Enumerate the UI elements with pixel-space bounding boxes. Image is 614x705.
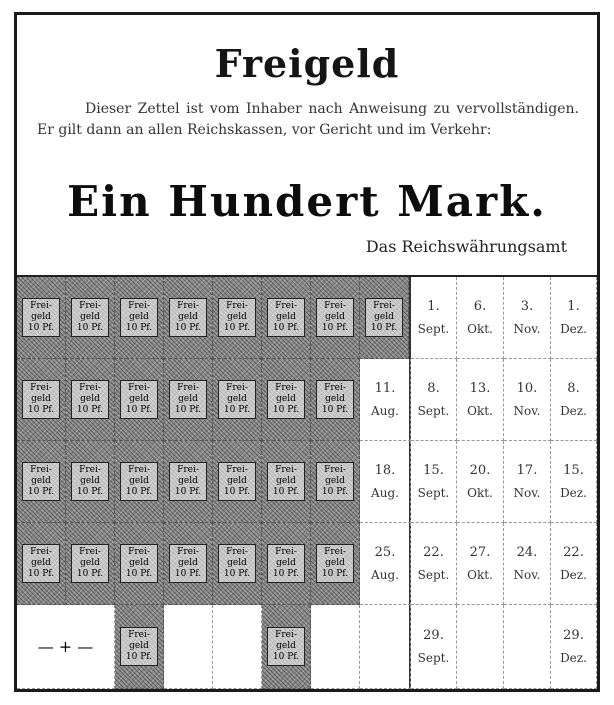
- stamp-label: Frei- geld 10 Pf.: [218, 544, 256, 583]
- stamp-cell: [17, 523, 66, 605]
- date-day: 8.: [427, 380, 440, 396]
- stamp-label: Frei- geld 10 Pf.: [267, 627, 305, 666]
- stamp-cell: [115, 441, 164, 523]
- date-cell: [457, 277, 504, 359]
- stamp-cell: [66, 441, 115, 523]
- date-month: Sept.: [417, 567, 450, 582]
- date-day: 27.: [469, 544, 491, 560]
- stamp-cell: [164, 359, 213, 441]
- date-month: Okt.: [467, 321, 493, 336]
- stamp-cell: [115, 277, 164, 359]
- note-amount: Ein Hundert Mark.: [67, 177, 547, 226]
- empty-cell: [164, 605, 213, 689]
- empty-cell: [360, 605, 411, 689]
- stamp-cell: [66, 359, 115, 441]
- stamp-label: Frei- geld 10 Pf.: [71, 298, 109, 337]
- date-day: 15.: [423, 462, 444, 478]
- date-month: Nov.: [513, 485, 541, 500]
- date-cell: [551, 523, 597, 605]
- date-month: Dez.: [560, 321, 587, 336]
- stamp-label: Frei- geld 10 Pf.: [169, 462, 207, 501]
- stamp-cell: [17, 441, 66, 523]
- note-header: [17, 15, 597, 277]
- date-month: Aug.: [371, 567, 399, 582]
- stamp-label: Frei- geld 10 Pf.: [120, 380, 158, 419]
- date-month: Sept.: [417, 321, 450, 336]
- stamp-cell: [262, 605, 311, 689]
- stamp-cell: [17, 277, 66, 359]
- stamp-cell: [213, 441, 262, 523]
- stamp-cell: [66, 523, 115, 605]
- stamp-cell: [262, 523, 311, 605]
- stamp-cell: [262, 441, 311, 523]
- date-cell: [504, 277, 551, 359]
- stamp-label: Frei- geld 10 Pf.: [169, 380, 207, 419]
- date-cell: [504, 359, 551, 441]
- date-month: Nov.: [513, 567, 541, 582]
- date-cell: [551, 605, 597, 689]
- note-title: Freigeld: [214, 41, 400, 86]
- date-day: 17.: [516, 462, 538, 478]
- stamp-label: Frei- geld 10 Pf.: [267, 544, 305, 583]
- date-day: 10.: [516, 380, 538, 396]
- stamp-cell: [164, 523, 213, 605]
- date-month: Dez.: [560, 485, 587, 500]
- date-cell: [360, 523, 411, 605]
- date-day: 11.: [374, 380, 396, 396]
- stamp-label: Frei- geld 10 Pf.: [120, 298, 158, 337]
- date-month: Dez.: [560, 567, 587, 582]
- stamp-label: Frei- geld 10 Pf.: [120, 627, 158, 666]
- stamp-cell: [311, 359, 360, 441]
- stamp-cell: [213, 359, 262, 441]
- stamp-cell: [213, 277, 262, 359]
- date-month: Okt.: [467, 485, 493, 500]
- date-month: Nov.: [513, 403, 541, 418]
- date-day: 3.: [520, 298, 534, 314]
- date-month: Sept.: [417, 485, 450, 500]
- empty-cell: [457, 605, 504, 689]
- date-month: Okt.: [467, 567, 493, 582]
- stamp-label: Frei- geld 10 Pf.: [316, 462, 354, 501]
- date-day: 18.: [374, 462, 396, 478]
- date-day: 24.: [516, 544, 538, 560]
- stamp-label: Frei- geld 10 Pf.: [316, 544, 354, 583]
- stamp-cell: [115, 605, 164, 689]
- stamp-cell: [17, 359, 66, 441]
- stamp-cell: [115, 359, 164, 441]
- date-day: 13.: [469, 380, 491, 396]
- stamp-label: Frei- geld 10 Pf.: [22, 462, 60, 501]
- date-cell: [457, 523, 504, 605]
- date-day: 6.: [473, 298, 487, 314]
- date-day: 1.: [427, 298, 440, 314]
- date-day: 20.: [469, 462, 491, 478]
- stamp-cell: [213, 523, 262, 605]
- date-month: Sept.: [417, 403, 450, 418]
- stamp-label: Frei- geld 10 Pf.: [218, 380, 256, 419]
- stamp-label: Frei- geld 10 Pf.: [22, 298, 60, 337]
- date-day: 22.: [563, 544, 584, 560]
- stamp-cell: [311, 277, 360, 359]
- stamp-cell: [311, 523, 360, 605]
- stamp-cell: [360, 277, 409, 359]
- date-cell: [551, 277, 597, 359]
- note-signer: Das Reichswährungsamt: [365, 237, 567, 256]
- date-cell: [504, 523, 551, 605]
- date-month: Dez.: [560, 403, 587, 418]
- date-cell: [551, 441, 597, 523]
- stamp-label: Frei- geld 10 Pf.: [267, 462, 305, 501]
- stamp-cell: [262, 359, 311, 441]
- stamp-label: Frei- geld 10 Pf.: [169, 298, 207, 337]
- stamp-cell: [311, 441, 360, 523]
- stamp-label: Frei- geld 10 Pf.: [71, 462, 109, 501]
- date-cell: [457, 441, 504, 523]
- date-cell: [551, 359, 597, 441]
- stamp-cell: [66, 277, 115, 359]
- date-month: Nov.: [513, 321, 541, 336]
- stamp-label: Frei- geld 10 Pf.: [267, 380, 305, 419]
- stamp-label: Frei- geld 10 Pf.: [169, 544, 207, 583]
- stamp-label: Frei- geld 10 Pf.: [120, 544, 158, 583]
- date-day: 22.: [423, 544, 444, 560]
- empty-cell: [504, 605, 551, 689]
- stamp-label: Frei- geld 10 Pf.: [267, 298, 305, 337]
- date-cell: [360, 441, 411, 523]
- date-cell: [411, 523, 457, 605]
- date-day: 29.: [423, 627, 444, 643]
- stamp-label: Frei- geld 10 Pf.: [218, 462, 256, 501]
- date-month: Sept.: [417, 650, 450, 665]
- stamp-label: Frei- geld 10 Pf.: [71, 544, 109, 583]
- stamp-label: Frei- geld 10 Pf.: [316, 298, 354, 337]
- stamp-label: Frei- geld 10 Pf.: [365, 298, 403, 337]
- freigeld-note: [14, 12, 600, 692]
- stamp-cell: [262, 277, 311, 359]
- date-cell: [411, 277, 457, 359]
- date-cell: [411, 441, 457, 523]
- date-day: 29.: [563, 627, 584, 643]
- date-day: 8.: [567, 380, 580, 396]
- stamp-label: Frei- geld 10 Pf.: [218, 298, 256, 337]
- date-month: Okt.: [467, 403, 493, 418]
- stamp-label: Frei- geld 10 Pf.: [71, 380, 109, 419]
- stamp-label: Frei- geld 10 Pf.: [120, 462, 158, 501]
- stamp-grid: [17, 277, 597, 689]
- date-cell: [411, 359, 457, 441]
- stamp-cell: [164, 441, 213, 523]
- dash-marker: — + —: [17, 605, 115, 689]
- date-month: Dez.: [560, 650, 587, 665]
- stamp-cell: [164, 277, 213, 359]
- date-cell: [457, 359, 504, 441]
- stamp-label: Frei- geld 10 Pf.: [22, 380, 60, 419]
- date-cell: [360, 359, 411, 441]
- stamp-cell: [115, 523, 164, 605]
- date-day: 15.: [563, 462, 584, 478]
- stamp-label: Frei- geld 10 Pf.: [316, 380, 354, 419]
- date-cell: [411, 605, 457, 689]
- date-month: Aug.: [371, 485, 399, 500]
- note-body-text: Dieser Zettel ist vom Inhaber nach Anweisung zu vervollständigen. Er gilt dann an allen Reichskassen, vor Gericht und im Verkehr:: [37, 101, 579, 138]
- date-month: Aug.: [371, 403, 399, 418]
- empty-cell: [213, 605, 262, 689]
- stamp-label: Frei- geld 10 Pf.: [22, 544, 60, 583]
- date-day: 1.: [567, 298, 580, 314]
- date-cell: [504, 441, 551, 523]
- empty-cell: [311, 605, 360, 689]
- date-day: 25.: [374, 544, 396, 560]
